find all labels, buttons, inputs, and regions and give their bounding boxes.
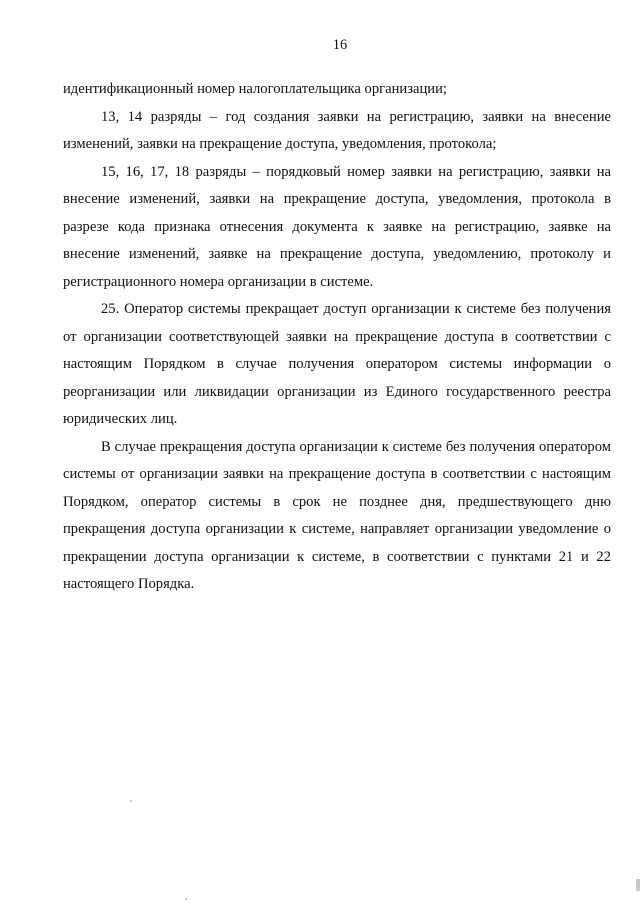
scan-speck bbox=[185, 898, 187, 900]
page-number: 16 bbox=[332, 37, 348, 53]
document-body bbox=[63, 76, 611, 599]
paragraph-continuation: идентификационный номер налогоплательщика организации; bbox=[63, 81, 447, 97]
paragraph-digits-15-18: 15, 16, 17, 18 разряды – порядковый номер заявки на регистрацию, заявки на внесение изменений, заявки на прекращение доступа, уведомления, протокола в разрезе кода признака отнесения документа к заявке на регистрацию, заявке на внесение изменений, заявке на прекращение доступа, уведомлению, протоколу и регистрационного номера организации в системе. bbox=[63, 163, 611, 290]
scan-edge-mark bbox=[636, 879, 640, 891]
scan-speck bbox=[130, 800, 132, 802]
paragraph-item-25: 25. Оператор системы прекращает доступ организации к системе без получения от организации соответствующей заявки на прекращение доступа в соответствии с настоящим Порядком в случае получения оператором системы информации о реорганизации или ликвидации организации из Единого государственного реестра юридических лиц. bbox=[63, 301, 611, 427]
paragraph-digits-13-14: 13, 14 разряды – год создания заявки на регистрацию, заявки на внесение изменений, заявки на прекращение доступа, уведомления, протокола; bbox=[63, 108, 611, 152]
paragraph-access-termination: В случае прекращения доступа организации к системе без получения оператором системы от организации заявки на прекращение доступа в соответствии с настоящим Порядком, оператор системы в срок не позднее дня, предшествующего дню прекращения доступа организации к системе, направляет организации уведомление о прекращении доступа организации к системе, в соответствии с пунктами 21 и 22 настоящего Порядка. bbox=[63, 438, 611, 592]
